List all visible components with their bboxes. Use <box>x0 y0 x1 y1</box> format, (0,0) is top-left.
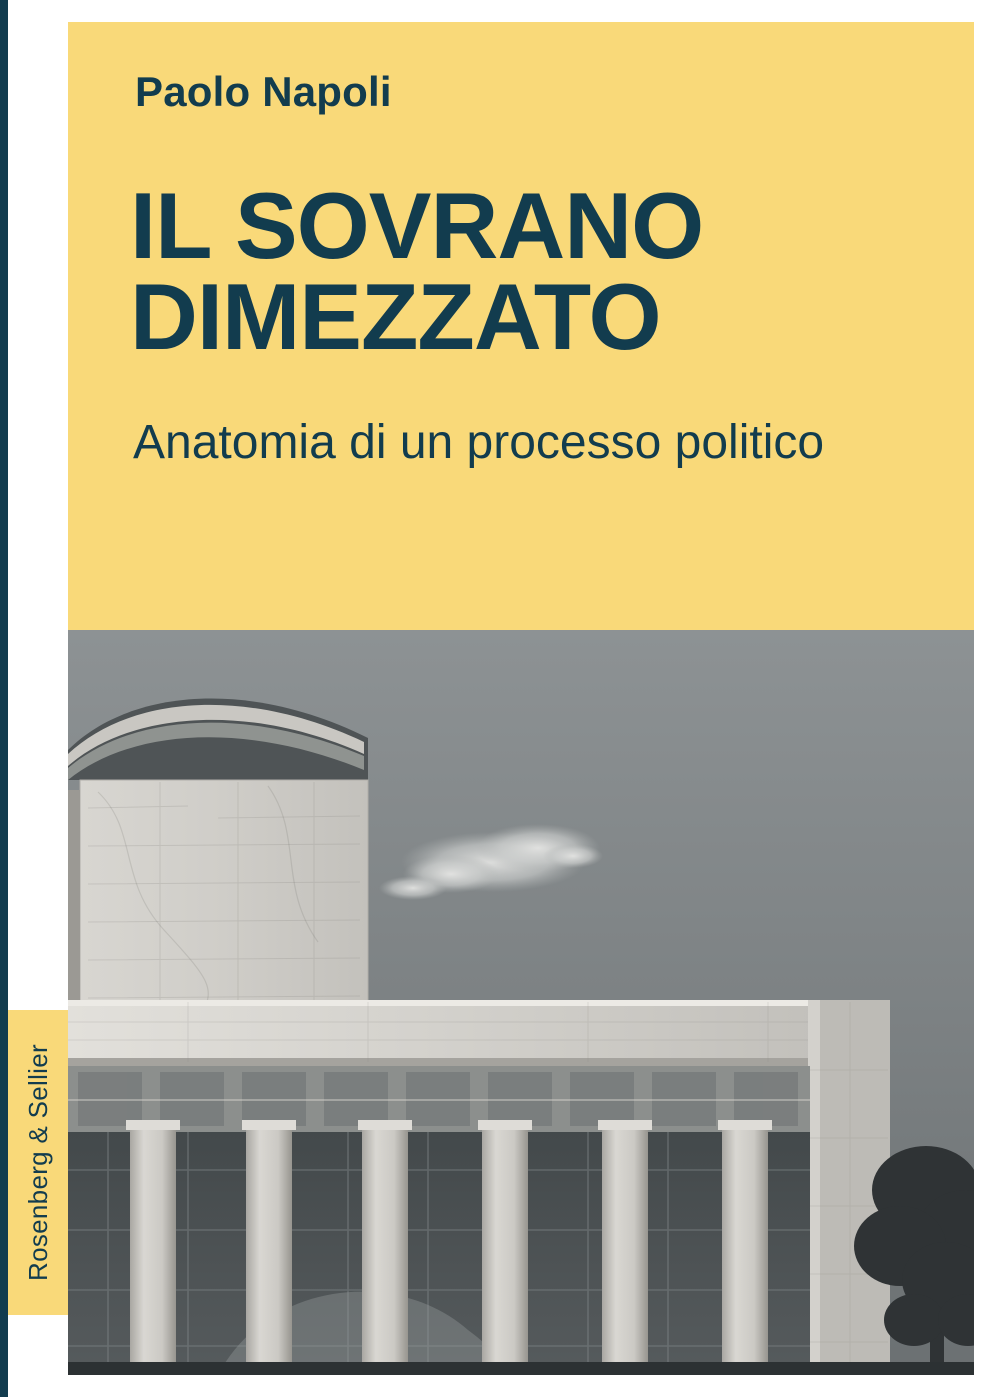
author-name: Paolo Napoli <box>135 68 392 115</box>
cover-photograph-graphic <box>68 630 974 1375</box>
book-title <box>130 173 950 370</box>
book-subtitle: Anatomia di un processo politico <box>133 416 825 469</box>
book-title-line-2: DIMEZZATO <box>130 264 661 370</box>
publisher-name-container <box>8 1010 68 1315</box>
spine-edge-strip <box>0 0 8 1397</box>
publisher-name: Rosenberg & Sellier <box>22 1044 53 1281</box>
book-title-line-1: IL SOVRANO <box>130 173 704 278</box>
cover-photograph <box>68 630 974 1375</box>
